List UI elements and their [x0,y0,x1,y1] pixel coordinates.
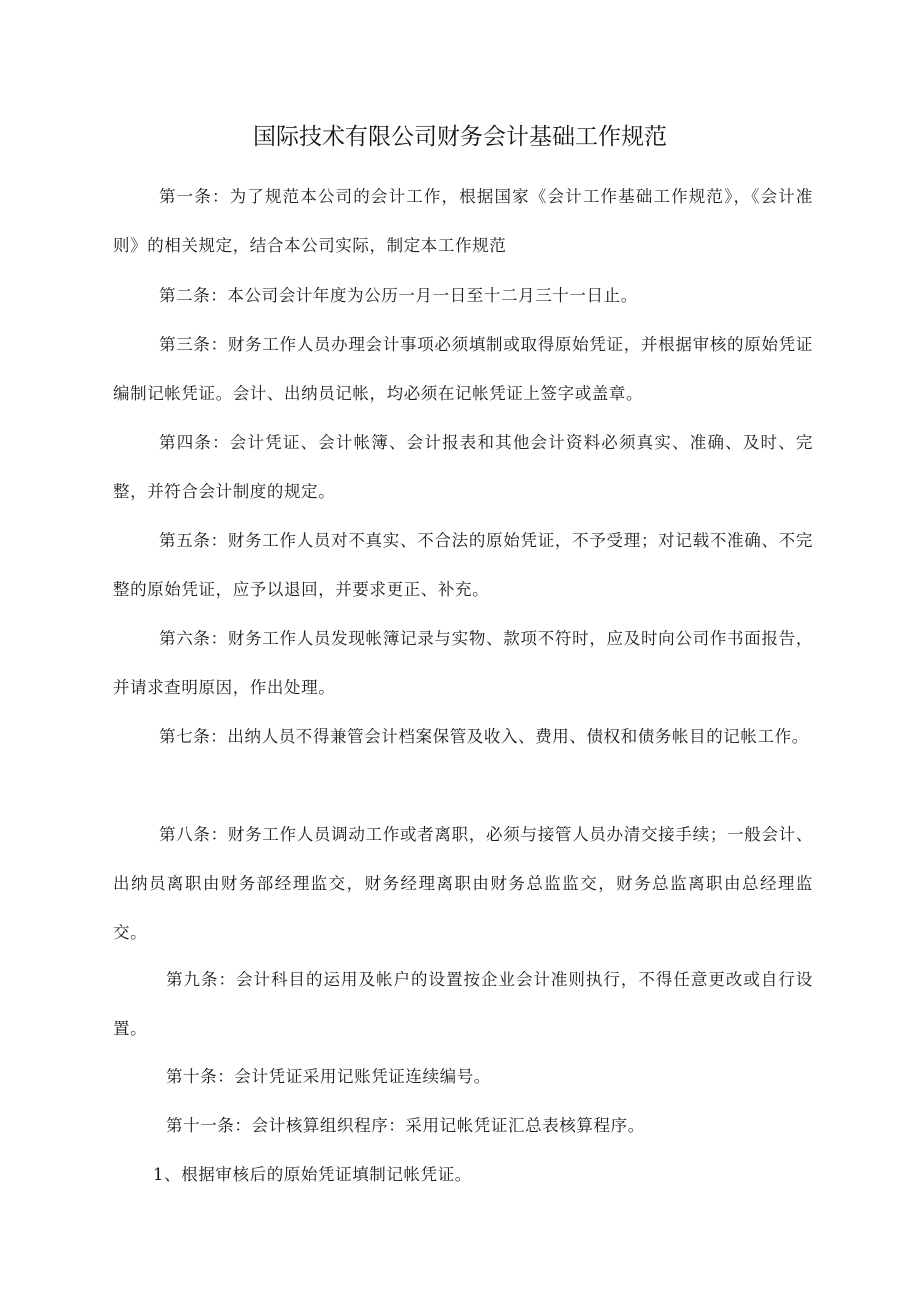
article-2: 第二条：本公司会计年度为公历一月一日至十二月三十一日止。 [159,286,638,305]
article-10: 第十条：会计凭证采用记账凭证连续编号。 [166,1067,491,1086]
article-7: 第七条：出纳人员不得兼管会计档案保管及收入、费用、债权和债务帐目的记帐工作。 [159,727,809,746]
article-3: 第三条：财务工作人员办理会计事项必须填制或取得原始凭证，并根据审核的原始凭证编制记帐凭证。会计、出纳员记帐，均必须在记帐凭证上签字或盖章。 [113,335,813,403]
article-8: 第八条：财务工作人员调动工作或者离职，必须与接管人员办清交接手续；一般会计、出纳员离职由财务部经理监交，财务经理离职由财务总监监交，财务总监离职由总经理监交。 [113,825,813,942]
article-9: 第九条：会计科目的运用及帐户的设置按企业会计准则执行，不得任意更改或自行设置。 [113,970,813,1038]
article-1: 第一条：为了规范本公司的会计工作，根据国家《会计工作基础工作规范》，《会计准则》的相关规定，结合本公司实际，制定本工作规范 [113,187,813,255]
article-4: 第四条：会计凭证、会计帐簿、会计报表和其他会计资料必须真实、准确、及时、完整，并符合会计制度的规定。 [113,433,813,501]
article-11: 第十一条：会计核算组织程序：采用记帐凭证汇总表核算程序。 [166,1116,645,1135]
article-5: 第五条：财务工作人员对不真实、不合法的原始凭证，不予受理；对记载不准确、不完整的原始凭证，应予以退回，并要求更正、补充。 [113,531,813,599]
document-title: 国际技术有限公司财务会计基础工作规范 [253,124,667,150]
article-6: 第六条：财务工作人员发现帐簿记录与实物、款项不符时，应及时向公司作书面报告，并请求查明原因，作出处理。 [113,629,813,697]
article-11-item-1: 1、根据审核后的原始凭证填制记帐凭证。 [153,1165,472,1184]
